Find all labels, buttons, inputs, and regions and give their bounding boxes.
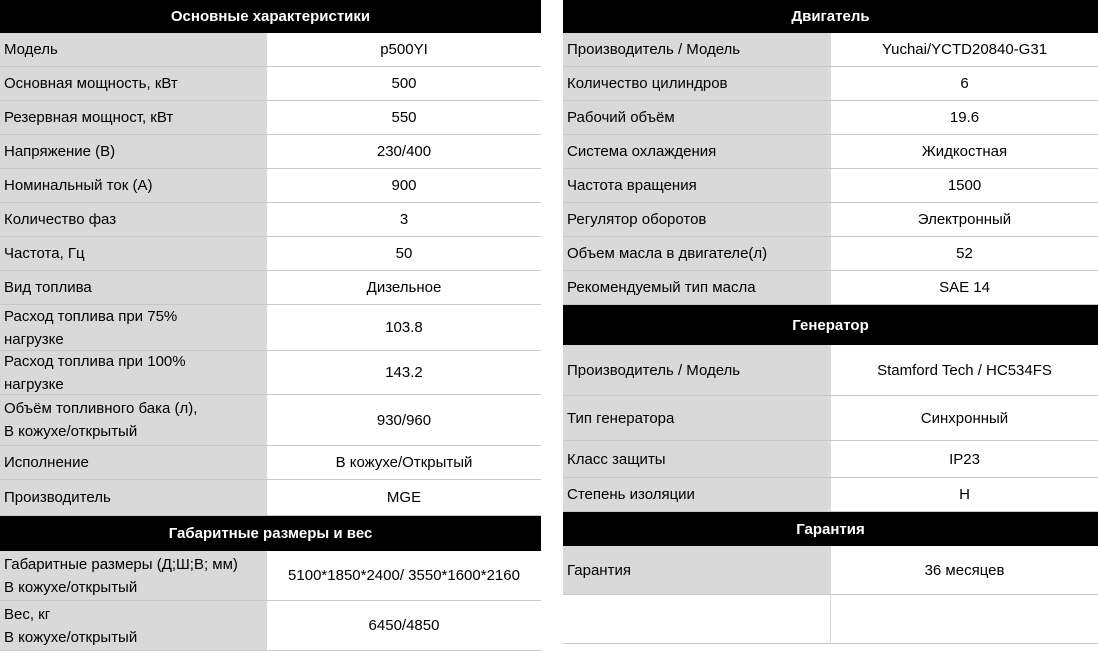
engine-row-governor bbox=[563, 203, 1098, 237]
spec-value: 36 месяцев bbox=[831, 546, 1098, 594]
spec-label: Вид топлива bbox=[0, 271, 267, 304]
engine-row-model bbox=[563, 33, 1098, 67]
spec-row-fuel-75 bbox=[0, 305, 541, 351]
spec-row-model bbox=[0, 33, 541, 67]
engine-generator-panel bbox=[563, 0, 1098, 644]
spec-value: 52 bbox=[831, 237, 1098, 270]
spec-label-line2: нагрузке bbox=[4, 330, 64, 348]
spec-row-fuel-100 bbox=[0, 351, 541, 395]
generator-row-protection bbox=[563, 441, 1098, 478]
spec-value: В кожухе/Открытый bbox=[267, 446, 541, 479]
spec-row-frequency bbox=[0, 237, 541, 271]
spec-value: Синхронный bbox=[831, 396, 1098, 440]
engine-header: Двигатель bbox=[563, 0, 1098, 33]
spec-row-standby-power bbox=[0, 101, 541, 135]
spec-value: 550 bbox=[267, 101, 541, 134]
spec-value: 3 bbox=[267, 203, 541, 236]
spec-value: 50 bbox=[267, 237, 541, 270]
spec-value: 6450/4850 bbox=[267, 601, 541, 650]
spec-value: 930/960 bbox=[267, 395, 541, 445]
spec-row-weight bbox=[0, 601, 541, 651]
spec-value: Электронный bbox=[831, 203, 1098, 236]
spec-label: Номинальный ток (А) bbox=[0, 169, 267, 202]
main-spec-panel bbox=[0, 0, 541, 651]
spec-label: Класс защиты bbox=[563, 441, 831, 477]
spec-label-line2: В кожухе/открытый bbox=[4, 423, 138, 440]
spec-value: Дизельное bbox=[267, 271, 541, 304]
spec-value: SAE 14 bbox=[831, 271, 1098, 304]
spec-label: Гарантия bbox=[563, 546, 831, 594]
dimensions-header: Габаритные размеры и вес bbox=[0, 516, 541, 551]
empty-cell bbox=[831, 595, 1098, 643]
spec-label: Количество фаз bbox=[0, 203, 267, 236]
spec-label: Производитель / Модель bbox=[563, 33, 831, 66]
spec-value: 230/400 bbox=[267, 135, 541, 168]
spec-value: 19.6 bbox=[831, 101, 1098, 134]
spec-value: p500YI bbox=[267, 33, 541, 66]
spec-value: 103.8 bbox=[267, 305, 541, 350]
spec-value: IP23 bbox=[831, 441, 1098, 477]
empty-cell bbox=[563, 595, 831, 643]
spec-label: Рабочий объём bbox=[563, 101, 831, 134]
spec-label: Производитель bbox=[0, 480, 267, 515]
spec-value: 500 bbox=[267, 67, 541, 100]
spec-label: Исполнение bbox=[0, 446, 267, 479]
spec-row-rated-current bbox=[0, 169, 541, 203]
spec-label: Регулятор оборотов bbox=[563, 203, 831, 236]
warranty-empty-row bbox=[563, 595, 1098, 644]
spec-label: Степень изоляции bbox=[563, 478, 831, 511]
spec-label-line1: Объём топливного бака (л), bbox=[4, 400, 198, 417]
spec-label: Количество цилиндров bbox=[563, 67, 831, 100]
spec-label: Система охлаждения bbox=[563, 135, 831, 168]
engine-row-cooling bbox=[563, 135, 1098, 169]
generator-row-model bbox=[563, 345, 1098, 396]
spec-value: 6 bbox=[831, 67, 1098, 100]
spec-row-execution bbox=[0, 446, 541, 480]
spec-label-line1: Габаритные размеры (Д;Ш;В; мм) bbox=[4, 555, 238, 573]
generator-row-type bbox=[563, 396, 1098, 441]
spec-label: Объем масла в двигателе(л) bbox=[563, 237, 831, 270]
generator-header: Генератор bbox=[563, 305, 1098, 345]
spec-label: Основная мощность, кВт bbox=[0, 67, 267, 100]
spec-label: Напряжение (В) bbox=[0, 135, 267, 168]
spec-label-line2: нагрузке bbox=[4, 375, 64, 393]
spec-value: Stamford Tech / HC534FS bbox=[831, 345, 1098, 395]
spec-value: 900 bbox=[267, 169, 541, 202]
spec-value: Yuchai/YCTD20840-G31 bbox=[831, 33, 1098, 66]
spec-label: Частота, Гц bbox=[0, 237, 267, 270]
spec-label: Рекомендуемый тип масла bbox=[563, 271, 831, 304]
spec-row-phases bbox=[0, 203, 541, 237]
spec-row-voltage bbox=[0, 135, 541, 169]
warranty-header: Гарантия bbox=[563, 512, 1098, 546]
spec-label-line1: Расход топлива при 75% bbox=[4, 307, 178, 325]
spec-label-line2: В кожухе/открытый bbox=[4, 628, 138, 646]
spec-row-manufacturer bbox=[0, 480, 541, 516]
spec-label: Резервная мощност, кВт bbox=[0, 101, 267, 134]
engine-row-oil-type bbox=[563, 271, 1098, 305]
spec-label: Модель bbox=[0, 33, 267, 66]
spec-row-dimensions bbox=[0, 551, 541, 601]
spec-value: 143.2 bbox=[267, 351, 541, 394]
spec-label: Тип генератора bbox=[563, 396, 831, 440]
spec-label-line1: Расход топлива при 100% bbox=[4, 352, 186, 370]
spec-label-line2: В кожухе/открытый bbox=[4, 578, 138, 596]
spec-value: 5100*1850*2400/ 3550*1600*2160 bbox=[267, 551, 541, 600]
spec-label-line1: Вес, кг bbox=[4, 605, 51, 623]
engine-row-oil-volume bbox=[563, 237, 1098, 271]
spec-row-fuel-type bbox=[0, 271, 541, 305]
generator-row-insulation bbox=[563, 478, 1098, 512]
spec-label: Частота вращения bbox=[563, 169, 831, 202]
spec-label: Производитель / Модель bbox=[563, 345, 831, 395]
spec-value: 1500 bbox=[831, 169, 1098, 202]
warranty-row bbox=[563, 546, 1098, 595]
engine-row-cylinders bbox=[563, 67, 1098, 101]
engine-row-speed bbox=[563, 169, 1098, 203]
spec-value: MGE bbox=[267, 480, 541, 515]
spec-value: H bbox=[831, 478, 1098, 511]
spec-row-prime-power bbox=[0, 67, 541, 101]
spec-row-tank-volume bbox=[0, 395, 541, 446]
spec-value: Жидкостная bbox=[831, 135, 1098, 168]
engine-row-displacement bbox=[563, 101, 1098, 135]
main-characteristics-header: Основные характеристики bbox=[0, 0, 541, 33]
